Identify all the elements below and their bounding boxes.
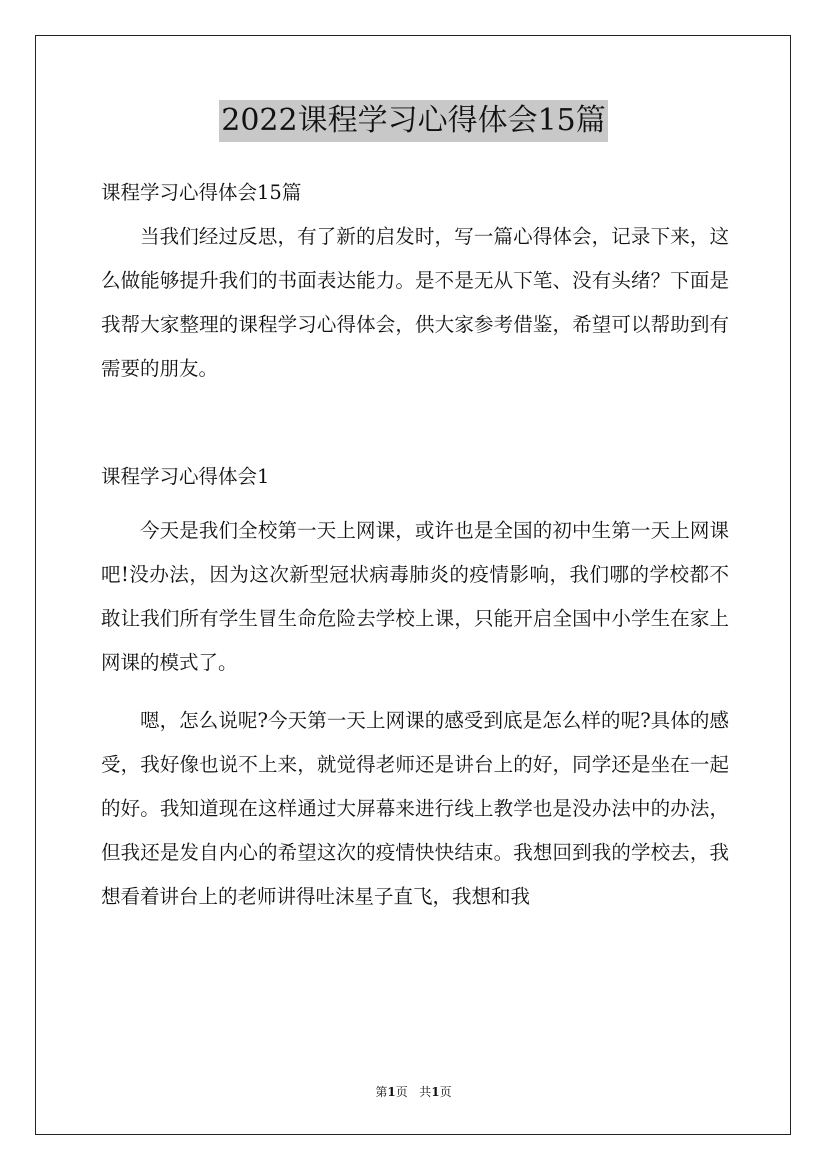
total-pages-prefix: 共 xyxy=(419,1085,432,1099)
total-pages: 1 xyxy=(431,1085,440,1099)
body-paragraph-2: 嗯，怎么说呢?今天第一天上网课的感受到底是怎么样的呢?具体的感受，我好像也说不上来，就觉得老师还是讲台上的好，同学还是坐在一起的好。我知道现在这样通过大屏幕来进行线上教学也是没办法中的办法，但我还是发自内心的希望这次的疫情快快结束。我想回到我的学校去，我想看着讲台上的老师讲得吐沫星子直飞，我想和我 xyxy=(101,709,729,908)
title-container xyxy=(0,100,827,142)
body-paragraph-1: 今天是我们全校第一天上网课，或许也是全国的初中生第一天上网课吧!没办法，因为这次新型冠状病毒肺炎的疫情影响，我们哪的学校都不敢让我们所有学生冒生命危险去学校上课，只能开启全国中小学生在家上网课的模式了。 xyxy=(101,519,729,674)
intro-paragraph: 当我们经过反思，有了新的启发时，写一篇心得体会，记录下来，这么做能够提升我们的书面表达能力。是不是无从下笔、没有头绪？下面是我帮大家整理的课程学习心得体会，供大家参考借鉴，希望可以帮助到有需要的朋友。 xyxy=(101,225,729,380)
document-body xyxy=(101,171,729,919)
section-heading: 课程学习心得体会1 xyxy=(101,465,270,488)
page-label-suffix: 页 xyxy=(395,1085,408,1099)
document-title: 2022课程学习心得体会15篇 xyxy=(219,100,608,142)
page-footer xyxy=(0,1084,827,1100)
paragraph-spacer xyxy=(101,685,729,699)
page-number: 1 xyxy=(387,1085,396,1099)
section-spacer xyxy=(101,391,729,455)
document-subtitle: 课程学习心得体会15篇 xyxy=(101,181,302,204)
heading-spacer xyxy=(101,499,729,509)
total-pages-suffix: 页 xyxy=(439,1085,452,1099)
page-label-prefix: 第 xyxy=(375,1085,388,1099)
